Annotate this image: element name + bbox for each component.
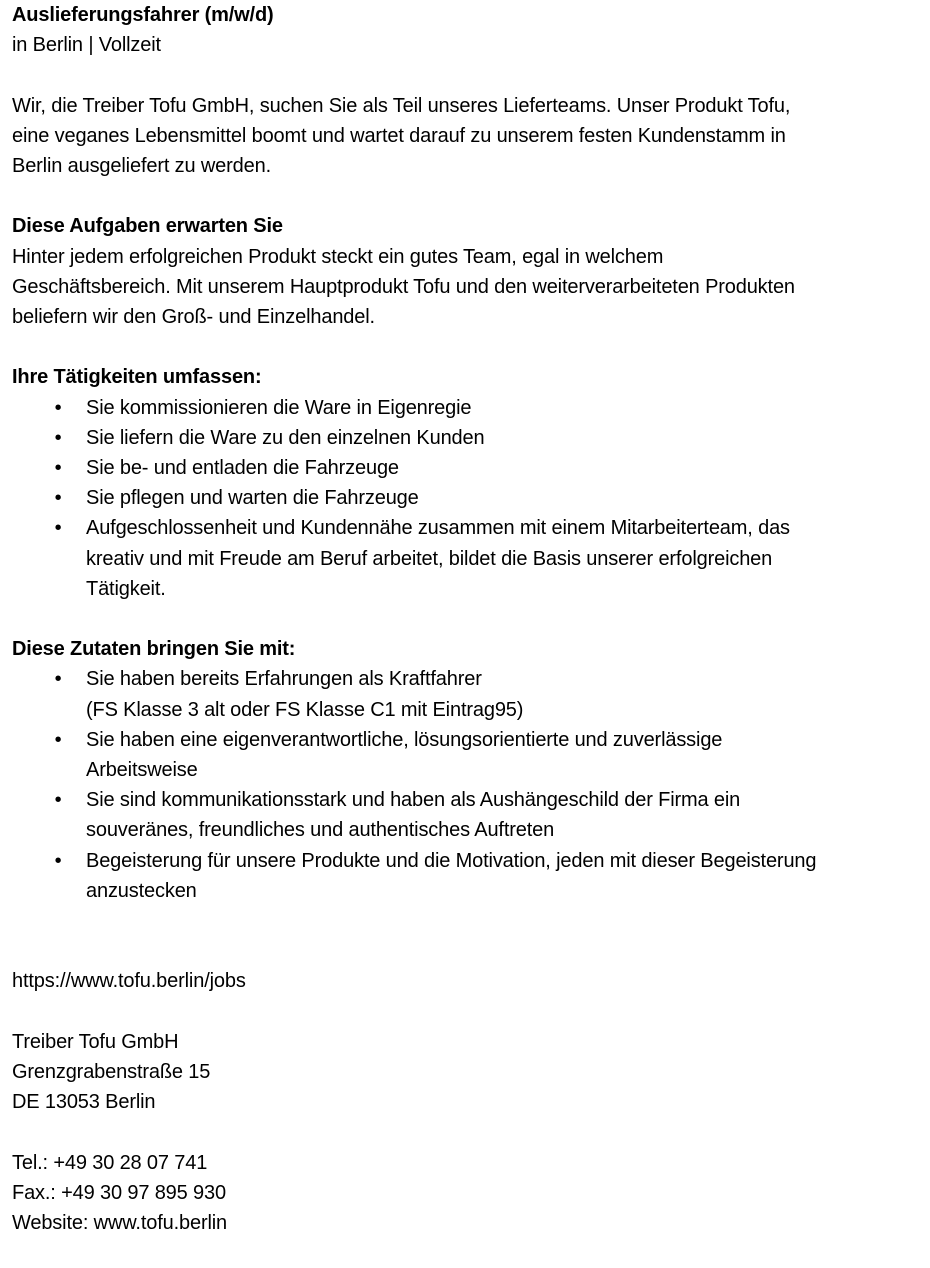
intro-line: eine veganes Lebensmittel boomt und wartet darauf zu unserem festen Kundenstamm in [12, 124, 786, 147]
contact-block [12, 1148, 927, 1239]
requirements-list [12, 664, 927, 906]
company-address [12, 1027, 927, 1118]
list-item [12, 393, 927, 423]
contact-tel: Tel.: +49 30 28 07 741 [12, 1151, 208, 1174]
spacer [12, 181, 927, 211]
company-name: Treiber Tofu GmbH [12, 1030, 179, 1053]
bullet-icon: • [54, 517, 62, 540]
list-item-text: Arbeitsweise [86, 759, 198, 782]
list-item [12, 785, 927, 845]
spacer [12, 997, 927, 1027]
jobs-link[interactable]: https://www.tofu.berlin/jobs [12, 970, 246, 993]
activities-list [12, 393, 927, 604]
list-item-text: (FS Klasse 3 alt oder FS Klasse C1 mit Eintrag95) [86, 698, 524, 721]
spacer [12, 906, 927, 966]
list-item [12, 453, 927, 483]
list-item-text: Tätigkeit. [86, 577, 166, 600]
spacer [12, 604, 927, 634]
tasks-line: Geschäftsbereich. Mit unserem Hauptprodukt Tofu und den weiterverarbeiteten Produkten [12, 275, 795, 298]
activities-heading: Ihre Tätigkeiten umfassen: [12, 366, 262, 389]
tasks-paragraph [12, 242, 927, 333]
list-item [12, 725, 927, 785]
requirements-heading: Diese Zutaten bringen Sie mit: [12, 638, 296, 661]
job-location-line: in Berlin | Vollzeit [12, 34, 161, 57]
job-title: Auslieferungsfahrer (m/w/d) [12, 4, 274, 26]
intro-line: Berlin ausgeliefert zu werden. [12, 155, 271, 177]
job-posting-document [12, 0, 927, 1238]
list-item-text: Sie sind kommunikationsstark und haben als Aushängeschild der Firma ein [86, 789, 741, 812]
contact-fax: Fax.: +49 30 97 895 930 [12, 1181, 226, 1204]
list-item-text: Aufgeschlossenheit und Kundennähe zusammen mit einem Mitarbeiterteam, das [86, 517, 790, 540]
list-item-text: Sie liefern die Ware zu den einzelnen Kunden [86, 426, 485, 449]
bullet-icon: • [54, 457, 62, 479]
bullet-icon: • [54, 789, 62, 812]
list-item-text: Sie be- und entladen die Fahrzeuge [86, 457, 399, 479]
list-item-text: kreativ und mit Freude am Beruf arbeitet, bildet die Basis unserer erfolgreichen [86, 547, 773, 570]
bullet-icon: • [54, 668, 62, 691]
spacer [12, 332, 927, 362]
bullet-icon: • [54, 849, 62, 872]
bullet-icon: • [54, 487, 62, 510]
list-item-text: souveränes, freundliches und authentisches Auftreten [86, 819, 555, 842]
tasks-line: Hinter jedem erfolgreichen Produkt steckt ein gutes Team, egal in welchem [12, 245, 664, 268]
list-item-text: anzustecken [86, 879, 197, 902]
tasks-heading: Diese Aufgaben erwarten Sie [12, 215, 283, 238]
intro-paragraph [12, 91, 927, 182]
list-item [12, 513, 927, 604]
list-item [12, 423, 927, 453]
list-item-text: Sie haben eine eigenverantwortliche, lösungsorientierte und zuverlässige [86, 728, 723, 751]
company-street: Grenzgrabenstraße 15 [12, 1061, 211, 1084]
intro-line: Wir, die Treiber Tofu GmbH, suchen Sie als Teil unseres Lieferteams. Unser Produkt Tofu, [12, 94, 791, 117]
list-item [12, 483, 927, 513]
list-item [12, 664, 927, 724]
bullet-icon: • [54, 396, 62, 419]
contact-website[interactable]: Website: www.tofu.berlin [12, 1212, 228, 1235]
list-item [12, 846, 927, 906]
list-item-text: Begeisterung für unsere Produkte und die Motivation, jeden mit dieser Begeisterung [86, 849, 817, 872]
spacer [12, 1117, 927, 1147]
company-city: DE 13053 Berlin [12, 1091, 156, 1114]
list-item-text: Sie pflegen und warten die Fahrzeuge [86, 487, 419, 510]
bullet-icon: • [54, 728, 62, 751]
spacer [12, 60, 927, 90]
list-item-text: Sie haben bereits Erfahrungen als Kraftfahrer [86, 668, 482, 691]
list-item-text: Sie kommissionieren die Ware in Eigenregie [86, 396, 472, 419]
tasks-line: beliefern wir den Groß- und Einzelhandel. [12, 306, 375, 328]
bullet-icon: • [54, 426, 62, 449]
